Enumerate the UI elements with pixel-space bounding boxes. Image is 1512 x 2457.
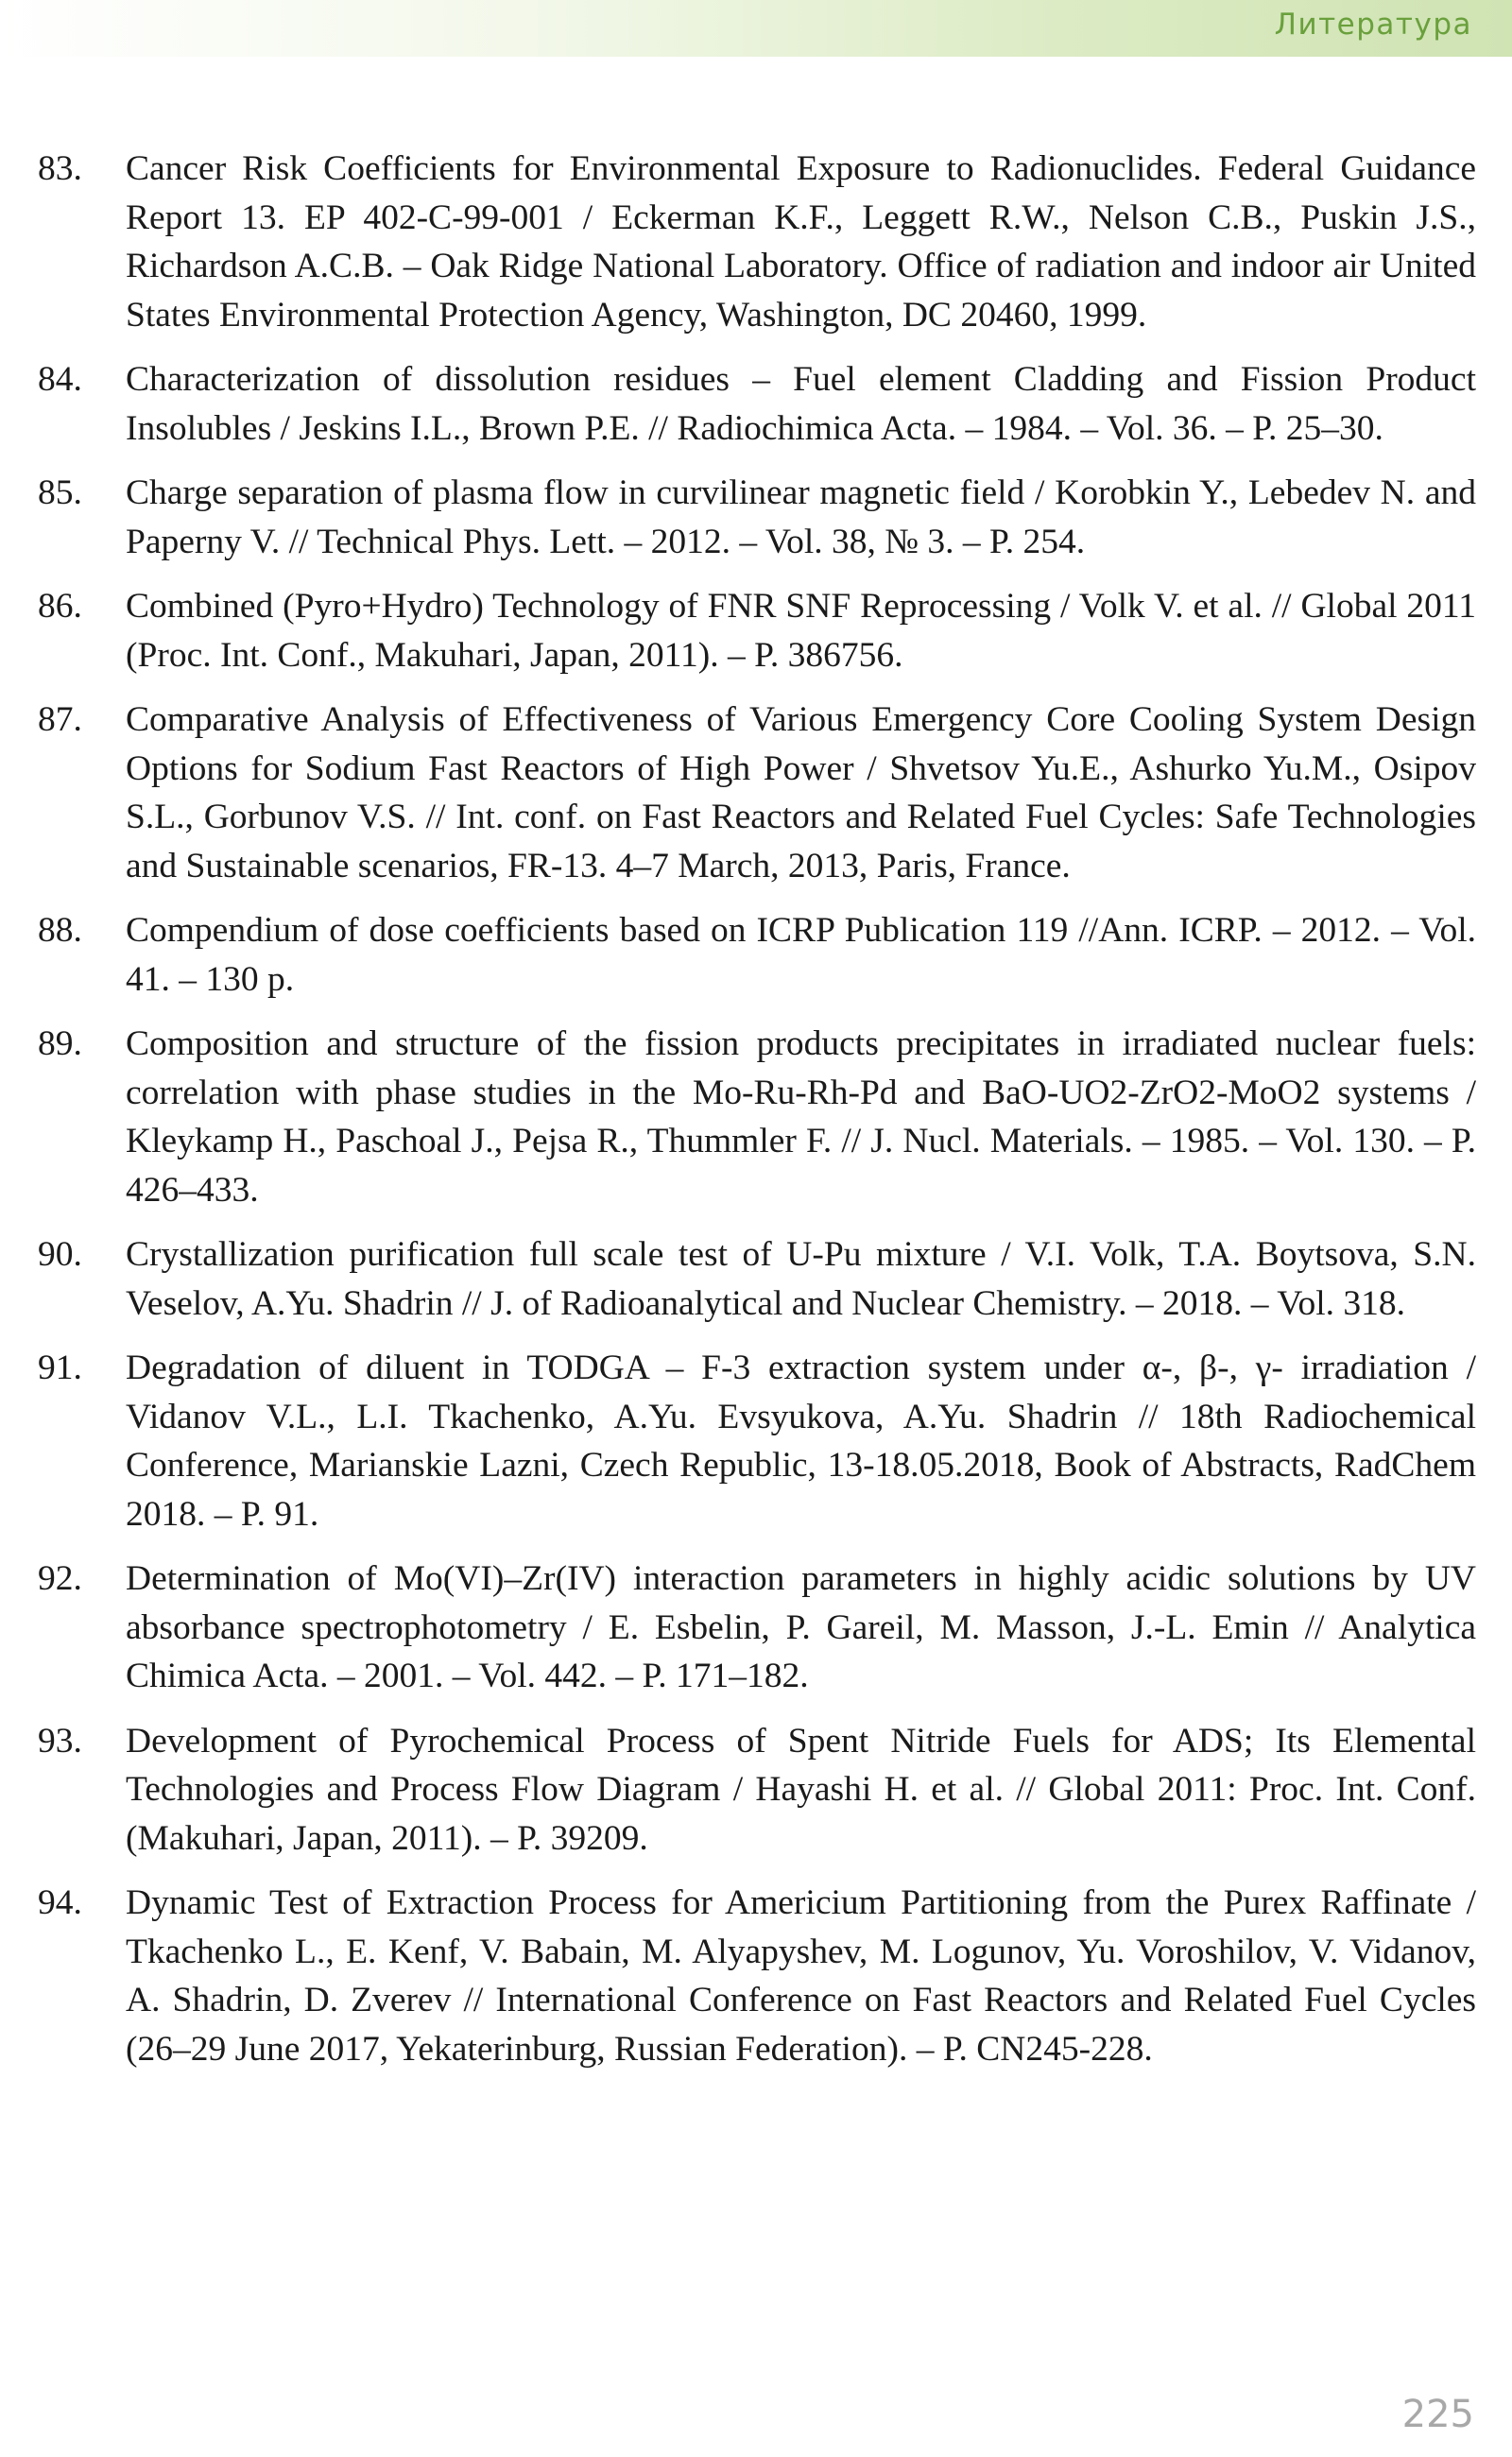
reference-item — [38, 145, 1476, 339]
reference-number: 91. — [38, 1349, 82, 1387]
reference-number: 88. — [38, 911, 82, 950]
reference-text: Compendium of dose coefficients based on ICRP Publication 119 //Ann. ICRP. – 2012. – Vol. 41. – 130 p. — [126, 911, 1476, 999]
reference-text: Degradation of diluent in TODGA – F-3 extraction system under α-, β-, γ- irradiation / Vidanov V.L., L.I. Tkachenko, A.Yu. Evsyukova, A.Yu. Shadrin // 18th Radiochemical Conference, Marianskie Lazni, Czech Republic, 13-18.05.2018, Book of Abstracts, RadChem 2018. – P. 91. — [126, 1349, 1476, 1534]
reference-item — [38, 1555, 1476, 1701]
reference-list — [38, 145, 1476, 2089]
reference-text: Cancer Risk Coefficients for Environmental Exposure to Radionuclides. Federal Guidance Report 13. EP 402-C-99-001 / Eckerman K.F., Leggett R.W., Nelson C.B., Puskin J.S., Richardson A.C.B. – Oak Ridge National Laboratory. Office of radiation and indoor air United States Environmental Protection Agency, Washington, DC 20460, 1999. — [126, 149, 1476, 335]
reference-text: Composition and structure of the fission products precipitates in irradiated nuclear fuels: correlation with phase studies in the Mo-Ru-Rh-Pd and BaO-UO2-ZrO2-MoO2 systems / Kleykamp H., Paschoal J., Pejsa R., Thummler F. // J. Nucl. Materials. – 1985. – Vol. 130. – P. 426–433. — [126, 1024, 1476, 1210]
reference-number: 94. — [38, 1883, 82, 1922]
reference-item — [38, 1230, 1476, 1328]
reference-item — [38, 582, 1476, 679]
reference-number: 83. — [38, 149, 82, 188]
reference-number: 93. — [38, 1721, 82, 1761]
reference-item — [38, 1344, 1476, 1538]
reference-item — [38, 1879, 1476, 2073]
reference-item — [38, 1020, 1476, 1214]
reference-item — [38, 1717, 1476, 1864]
reference-number: 89. — [38, 1024, 82, 1063]
reference-text: Determination of Mo(VI)–Zr(IV) interaction parameters in highly acidic solutions by UV absorbance spectrophotometry / E. Esbelin, P. Gareil, M. Masson, J.-L. Emin // Analytica Chimica Acta. – 2001. – Vol. 442. – P. 171–182. — [126, 1559, 1476, 1695]
reference-number: 90. — [38, 1235, 82, 1274]
reference-number: 86. — [38, 587, 82, 626]
reference-number: 84. — [38, 360, 82, 399]
reference-text: Characterization of dissolution residues – Fuel element Cladding and Fission Product Insolubles / Jeskins I.L., Brown P.E. // Radiochimica Acta. – 1984. – Vol. 36. – P. 25–30. — [126, 360, 1476, 448]
reference-text: Comparative Analysis of Effectiveness of Various Emergency Core Cooling System Design Options for Sodium Fast Reactors of High Power / Shvetsov Yu.E., Ashurko Yu.M., Osipov S.L., Gorbunov V.S. // Int. conf. on Fast Reactors and Related Fuel Cycles: Safe Technologies and Sustainable scenarios, FR-13. 4–7 March, 2013, Paris, France. — [126, 700, 1476, 885]
running-title: Литература — [1274, 8, 1472, 42]
reference-item — [38, 696, 1476, 890]
reference-number: 87. — [38, 700, 82, 739]
reference-text: Dynamic Test of Extraction Process for Americium Partitioning from the Purex Raffinate / Tkachenko L., E. Kenf, V. Babain, M. Alyapyshev, M. Logunov, Yu. Voroshilov, V. Vidanov, A. Shadrin, D. Zverev // International Conference on Fast Reactors and Related Fuel Cycles (26–29 June 2017, Yekaterinburg, Russian Federation). – P. CN245-228. — [126, 1883, 1476, 2069]
reference-item — [38, 469, 1476, 566]
reference-item — [38, 906, 1476, 1004]
reference-number: 92. — [38, 1559, 82, 1598]
reference-text: Charge separation of plasma flow in curvilinear magnetic field / Korobkin Y., Lebedev N. and Paperny V. // Technical Phys. Lett. – 2012. – Vol. 38, № 3. – P. 254. — [126, 473, 1476, 561]
reference-text: Combined (Pyro+Hydro) Technology of FNR SNF Reprocessing / Volk V. et al. // Global 2011 (Proc. Int. Conf., Makuhari, Japan, 2011). – P. 386756. — [126, 587, 1476, 675]
reference-text: Development of Pyrochemical Process of Spent Nitride Fuels for ADS; Its Elemental Technologies and Process Flow Diagram / Hayashi H. et al. // Global 2011: Proc. Int. Conf. (Makuhari, Japan, 2011). – P. 39209. — [126, 1721, 1476, 1858]
reference-item — [38, 355, 1476, 453]
reference-text: Crystallization purification full scale test of U-Pu mixture / V.I. Volk, T.A. Boytsova, S.N. Veselov, A.Yu. Shadrin // J. of Radioanalytical and Nuclear Chemistry. – 2018. – Vol. 318. — [126, 1235, 1476, 1323]
reference-number: 85. — [38, 473, 82, 512]
page-number: 225 — [1401, 2393, 1474, 2436]
